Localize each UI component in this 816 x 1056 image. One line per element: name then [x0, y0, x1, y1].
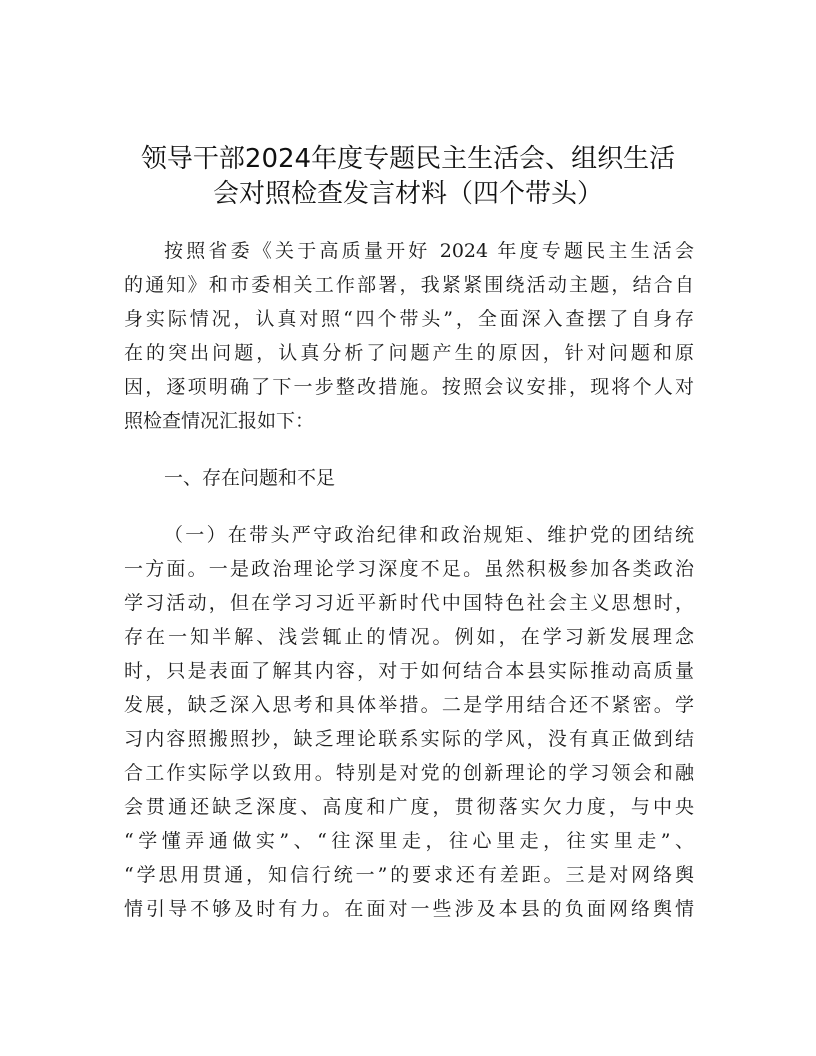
intro-line: 的通知》和市委相关工作部署，我紧紧围绕活动主题，结合自 — [124, 274, 694, 296]
paragraph-line: 会贯通还缺乏深度、高度和广度，贯彻落实欠力度，与中央 — [124, 796, 694, 818]
paragraph-line: 存在一知半解、浅尝辄止的情况。例如，在学习新发展理念 — [124, 626, 694, 648]
paragraph-line: 时，只是表面了解其内容，对于如何结合本县实际推动高质量 — [124, 660, 694, 682]
paragraph-line: 一方面。一是政治理论学习深度不足。虽然积极参加各类政治 — [124, 558, 694, 580]
paragraph-line: 合工作实际学以致用。特别是对党的创新理论的学习领会和融 — [124, 762, 694, 784]
intro-line: 因，逐项明确了下一步整改措施。按照会议安排，现将个人对 — [124, 376, 694, 398]
intro-line: 在的突出问题，认真分析了问题产生的原因，针对问题和原 — [124, 342, 694, 364]
section-heading: 一、存在问题和不足 — [164, 467, 336, 489]
paragraph-line: “学懂弄通做实”、“往深里走，往心里走，往实里走”、 — [124, 830, 694, 852]
intro-line: 按照省委《关于高质量开好 2024 年度专题民主生活会 — [164, 240, 694, 262]
document-title-line-1: 领导干部2024年度专题民主生活会、组织生活 — [140, 144, 676, 174]
document-body — [124, 234, 694, 1034]
paragraph-line: 情引导不够及时有力。在面对一些涉及本县的负面网络舆情 — [124, 898, 694, 920]
paragraph-line: 习内容照搬照抄，缺乏理论联系实际的学风，没有真正做到结 — [124, 728, 694, 750]
paragraph-line: 发展，缺乏深入思考和具体举措。二是学用结合还不紧密。学 — [124, 694, 694, 716]
paragraph-line: （一）在带头严守政治纪律和政治规矩、维护党的团结统 — [164, 524, 694, 546]
intro-line: 身实际情况，认真对照“四个带头”，全面深入查摆了自身存 — [124, 308, 694, 330]
paragraph-line: “学思用贯通，知信行统一”的要求还有差距。三是对网络舆 — [124, 864, 694, 886]
intro-line: 照检查情况汇报如下： — [124, 410, 315, 432]
paragraph-line: 学习活动，但在学习习近平新时代中国特色社会主义思想时， — [124, 592, 694, 614]
document-title-line-2: 会对照检查发言材料（四个带头） — [212, 179, 603, 209]
